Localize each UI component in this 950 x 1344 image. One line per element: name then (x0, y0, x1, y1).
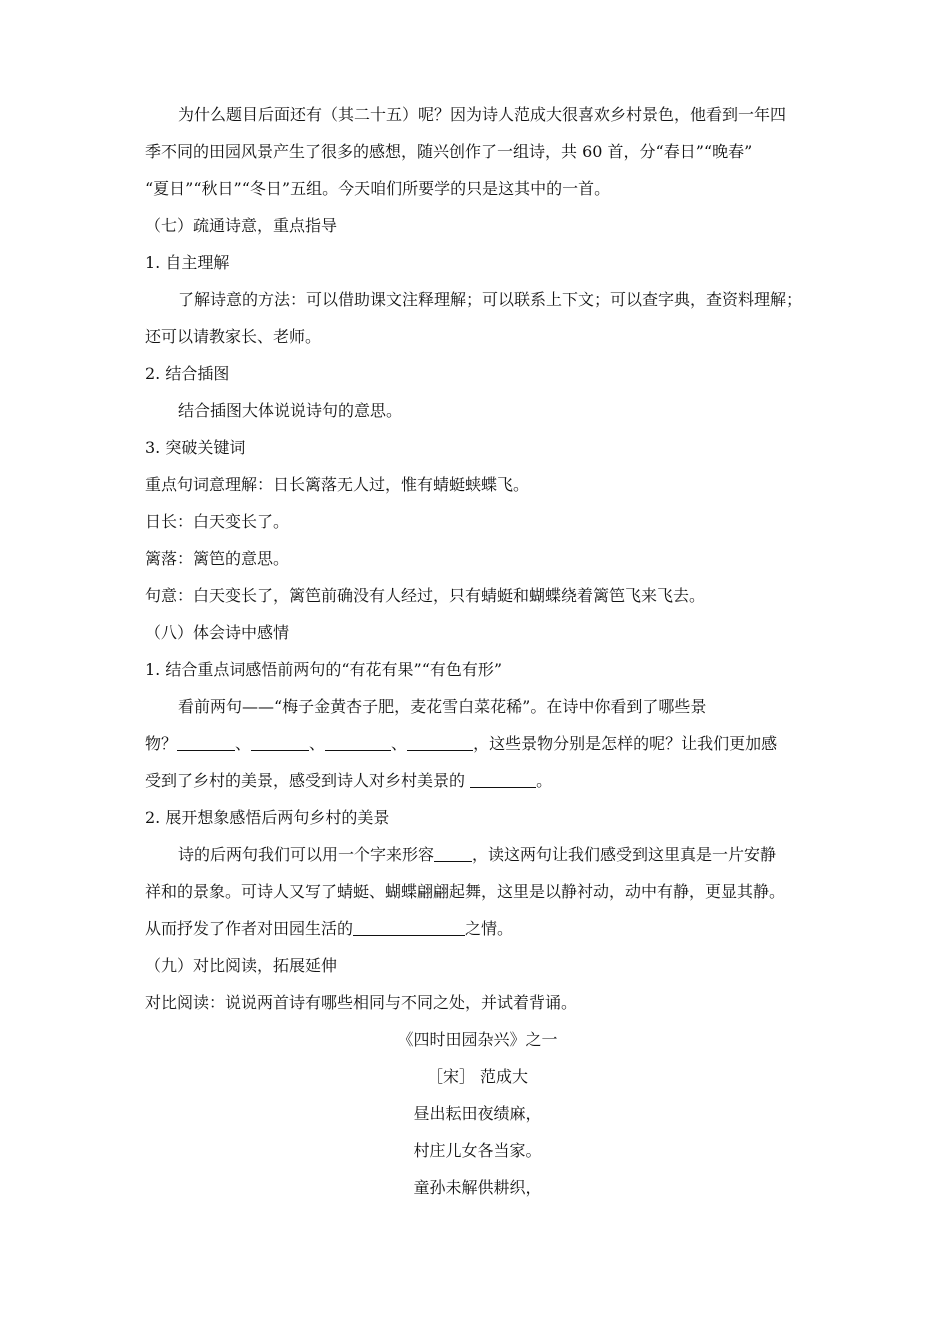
section-heading-9: （九）对比阅读，拓展延伸 (145, 956, 338, 975)
paragraph-line: 祥和的景象。可诗人又写了蜻蜓、蝴蝶翩翩起舞，这里是以静衬动，动中有静，更显其静。 (145, 882, 786, 901)
paragraph-line: 为什么题目后面还有（其二十五）呢？因为诗人范成大很喜欢乡村景色，他看到一年四 (178, 105, 787, 124)
fill-blank (434, 841, 472, 862)
paragraph-line: 对比阅读：说说两首诗有哪些相同与不同之处，并试着背诵。 (145, 993, 578, 1012)
fill-blank (353, 915, 465, 936)
poem-title: 《四时田园杂兴》之一 (397, 1030, 558, 1049)
poem-line: 昼出耘田夜绩麻， (413, 1104, 542, 1123)
paragraph-line: “夏日”“秋日”“冬日”五组。今天咱们所要学的只是这其中的一首。 (145, 179, 611, 198)
text-span: 。 (536, 771, 553, 790)
fill-blank (251, 730, 309, 751)
poem-line: 童孙未解供耕织， (413, 1178, 542, 1197)
text-span: ，这些景物分别是怎样的呢？让我们更加感 (473, 734, 778, 753)
keyword-line: 重点句词意理解：日长篱落无人过，惟有蜻蜓蛱蝶飞。 (145, 475, 530, 494)
keyword-line: 篱落：篱笆的意思。 (145, 549, 290, 568)
subheading-1: 1. 结合重点词感悟前两句的“有花有果”“有色有形” (145, 660, 503, 679)
text-span: 物？ (145, 734, 178, 753)
paragraph-line: 还可以请教家长、老师。 (145, 327, 322, 346)
paragraph-line: 了解诗意的方法：可以借助课文注释理解；可以联系上下文；可以查字典，查资料理解； (178, 290, 803, 309)
separator: 、 (235, 734, 252, 753)
subheading-2: 2. 结合插图 (145, 364, 230, 383)
fill-blank (177, 730, 235, 751)
subheading-3: 3. 突破关键词 (145, 438, 246, 457)
text-span: ，读这两句让我们感受到这里真是一片安静 (472, 845, 777, 864)
document-page (145, 96, 810, 1206)
separator: 、 (309, 734, 326, 753)
keyword-line: 日长：白天变长了。 (145, 512, 290, 531)
poem-line: 村庄儿女各当家。 (413, 1141, 542, 1160)
paragraph-line: 季不同的田园风景产生了很多的感想，随兴创作了一组诗，共 60 首，分“春日”“晚春” (145, 142, 753, 161)
fill-blank (470, 767, 536, 788)
text-span: 诗的后两句我们可以用一个字来形容 (178, 845, 435, 864)
separator: 、 (391, 734, 408, 753)
text-span: 受到了乡村的美景，感受到诗人对乡村美景的 (145, 771, 471, 790)
fill-blank (325, 730, 391, 751)
text-span: 从而抒发了作者对田园生活的 (145, 919, 354, 938)
paragraph-line-with-blanks (145, 725, 810, 762)
paragraph-line-with-blanks (145, 762, 810, 799)
keyword-line: 句意：白天变长了，篱笆前确没有人经过，只有蜻蜓和蝴蝶绕着篱笆飞来飞去。 (145, 586, 706, 605)
paragraph-line: 结合插图大体说说诗句的意思。 (178, 401, 403, 420)
section-heading-8: （八）体会诗中感情 (145, 623, 290, 642)
subheading-1: 1. 自主理解 (145, 253, 230, 272)
paragraph-line-with-blank (145, 836, 810, 873)
text-span: 之情。 (465, 919, 514, 938)
paragraph-line-with-blank (145, 910, 810, 947)
subheading-2: 2. 展开想象感悟后两句乡村的美景 (145, 808, 390, 827)
section-heading-7: （七）疏通诗意，重点指导 (145, 216, 338, 235)
poem-author: ［宋］ 范成大 (426, 1067, 529, 1086)
paragraph-line: 看前两句——“梅子金黄杏子肥，麦花雪白菜花稀”。在诗中你看到了哪些景 (178, 697, 707, 716)
fill-blank (407, 730, 473, 751)
